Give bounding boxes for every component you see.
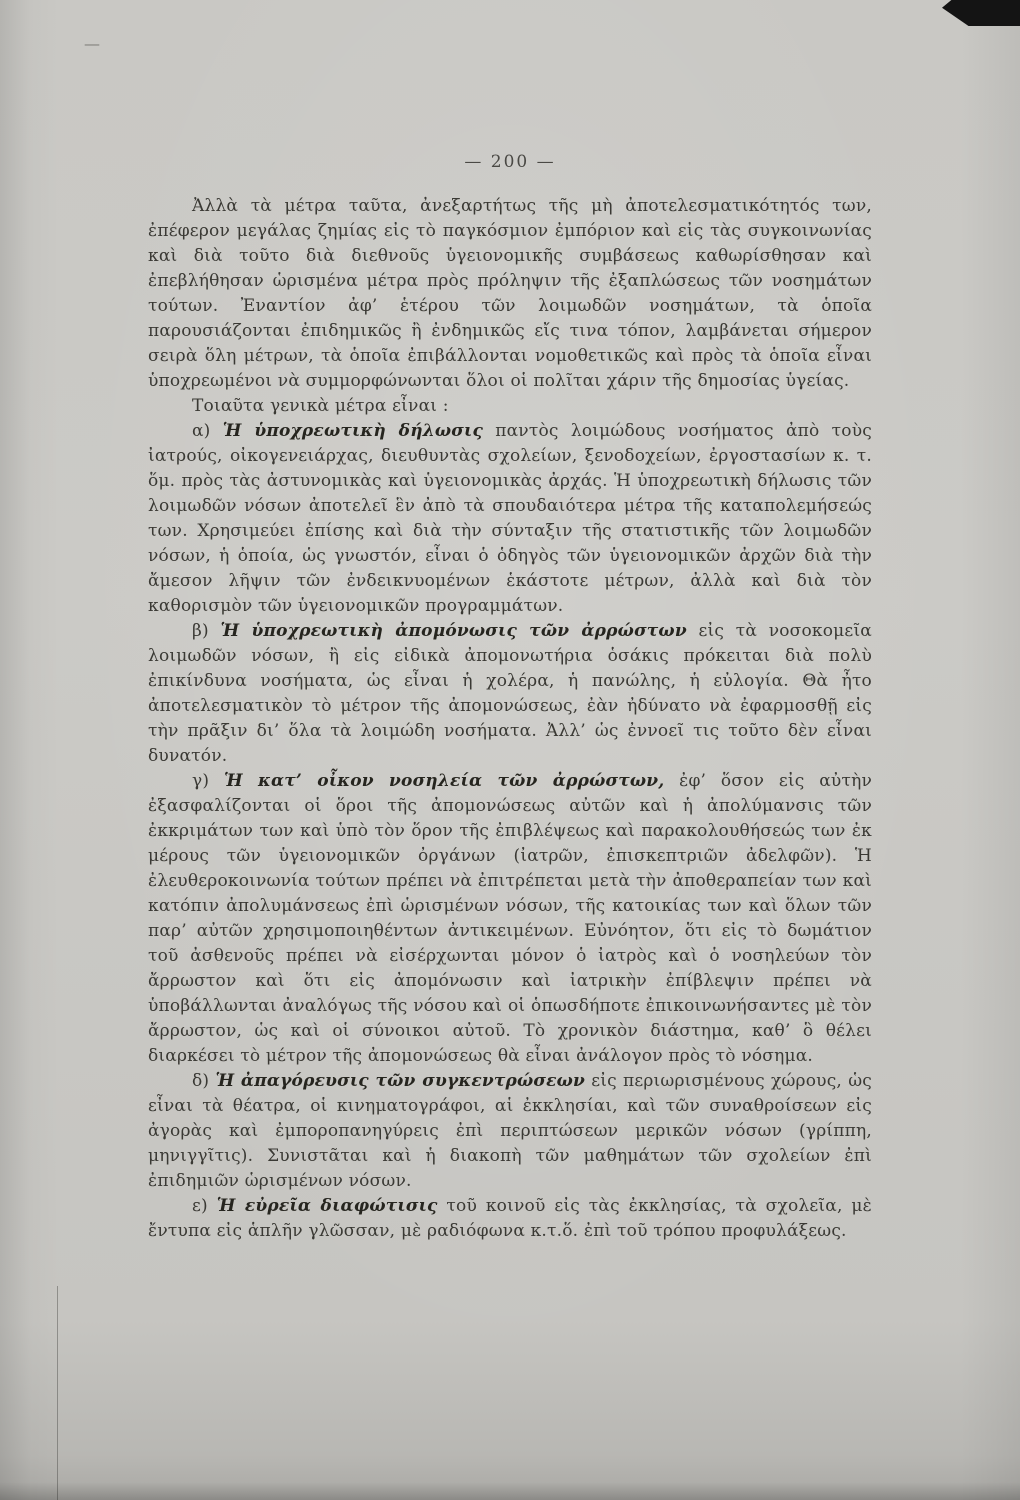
- bold-lead-run: Ἡ κατ’ οἶκον νοσηλεία τῶν ἀρρώστων,: [223, 771, 665, 791]
- text-run: ε): [192, 1196, 217, 1216]
- bold-lead-run: Ἡ ὑποχρεωτικὴ δήλωσις: [222, 421, 483, 441]
- page-number: — 200 —: [464, 152, 556, 172]
- paragraph-6: [148, 1069, 872, 1194]
- paragraph-4: [148, 619, 872, 769]
- text-run: τοῦ κοινοῦ εἰς τὰς ἐκκλησίας, τὰ σχολεῖα, μὲ ἔντυπα εἰς ἁπλῆν γλῶσσαν, μὲ ραδιόφωνα κ.τ.ὅ. ἐπὶ τοῦ τρόπου προφυλάξεως.: [148, 1196, 872, 1241]
- text-run: εἰς περιωρισμένους χώρους, ὡς εἶναι τὰ θέατρα, οἱ κινηματογράφοι, αἱ ἐκκλησίαι, καὶ τῶν συναθροίσεων εἰς ἀγορὰς καὶ ἐμποροπανηγύρεις ἐπὶ περιπτώσεων μερικῶν νόσων (γρίππη, μηνιγγῖτις). Συνιστᾶται καὶ ἡ διακοπὴ τῶν μαθημάτων τῶν σχολείων ἐπὶ ἐπιδημιῶν ὡρισμένων νόσων.: [148, 1071, 872, 1191]
- paragraph-3: [148, 419, 872, 619]
- text-run: παντὸς λοιμώδους νοσήματος ἀπὸ τοὺς ἰατρούς, οἰκογενειάρχας, διευθυντὰς σχολείων, ξενοδοχείων, ἐργοστασίων κ. τ. ὅμ. πρὸς τὰς ἀστυνομικὰς καὶ ὑγειονομικὰς ἀρχάς. Ἡ ὑποχρεωτικὴ δήλωσις τῶν λοιμωδῶν νόσων ἀποτελεῖ ἓν ἀπὸ τὰ σπουδαιότερα μέτρα τῆς καταπολεμήσεώς των. Χρησιμεύει ἐπίσης καὶ διὰ τὴν σύνταξιν τῆς στατιστικῆς τῶν λοιμωδῶν νόσων, ἡ ὁποία, ὡς γνωστόν, εἶναι ὁ ὁδηγὸς τῶν ὑγειονομικῶν ἀρχῶν διὰ τὴν ἄμεσον λῆψιν τῶν ἐνδεικνυομένων ἑκάστοτε μέτρων, ἀλλὰ καὶ διὰ τὸν καθορισμὸν τῶν ὑγειονομικῶν προγραμμάτων.: [148, 421, 872, 616]
- text-run: Ἀλλὰ τὰ μέτρα ταῦτα, ἀνεξαρτήτως τῆς μὴ ἀποτελεσματικότητός των, ἐπέφερον μεγάλας ζημίας εἰς τὸ παγκόσμιον ἐμπόριον καὶ εἰς τὰς συγκοινωνίας καὶ διὰ τοῦτο διὰ διεθνοῦς ὑγειονομικῆς συμβάσεως καθωρίσθησαν καὶ ἐπεβλήθησαν ὡρισμένα μέτρα πρὸς πρόληψιν τῆς ἐξαπλώσεως τῶν νοσημάτων τούτων. Ἐναντίον ἀφ’ ἑτέρου τῶν λοιμωδῶν νοσημάτων, τὰ ὁποῖα παρουσιάζονται ἐπιδημικῶς ἢ ἐνδημικῶς εἴς τινα τόπον, λαμβάνεται σήμερον σειρὰ ὅλη μέτρων, τὰ ὁποῖα ἐπιβάλλονται νομοθετικῶς καὶ πρὸς τὰ ὁποῖα εἶναι ὑποχρεωμένοι νὰ συμμορφώνωνται ὅλοι οἱ πολῖται χάριν τῆς δημοσίας ὑγείας.: [148, 196, 872, 391]
- text-run: Τοιαῦτα γενικὰ μέτρα εἶναι :: [192, 396, 449, 416]
- bold-lead-run: Ἡ εὐρεῖα διαφώτισις: [216, 1196, 438, 1216]
- margin-dash: —: [84, 34, 100, 53]
- text-run: εἰς τὰ νοσοκομεῖα λοιμωδῶν νόσων, ἢ εἰς εἰδικὰ ἀπομονωτήρια ὁσάκις πρόκειται διὰ πολὺ ἐπικίνδυνα νοσήματα, ὡς εἶναι ἡ χολέρα, ἡ πανώλης, ἡ εὐλογία. Θὰ ἦτο ἀποτελεσματικὸν τὸ μέτρον τῆς ἀπομονώσεως, ἐὰν ἠδύνατο νὰ ἐφαρμοσθῇ εἰς τὴν πρᾶξιν δι’ ὅλα τὰ λοιμώδη νοσήματα. Ἀλλ’ ὡς ἐννοεῖ τις τοῦτο δὲν εἶναι δυνατόν.: [148, 621, 872, 766]
- text-run: β): [192, 621, 221, 641]
- paragraph-2: [148, 394, 872, 419]
- text-run: δ): [192, 1071, 216, 1091]
- page-edge-line: [57, 1286, 58, 1500]
- text-run: γ): [192, 771, 224, 791]
- bold-lead-run: Ἡ ἀπαγόρευσις τῶν συγκεντρώσεων: [215, 1071, 586, 1091]
- page-bottom-shadow: [0, 1482, 1020, 1500]
- page-corner-mark: [942, 0, 1020, 26]
- bold-lead-run: Ἡ ὑποχρεωτικὴ ἀπομόνωσις τῶν ἀρρώστων: [220, 621, 687, 641]
- page-body: [148, 194, 872, 1244]
- paragraph-1: [148, 194, 872, 394]
- text-run: ἐφ’ ὅσον εἰς αὐτὴν ἐξασφαλίζονται οἱ ὅροι τῆς ἀπομονώσεως αὐτῶν καὶ ἡ ἀπολύμανσις τῶν ἐκκριμάτων των καὶ ὑπὸ τὸν ὅρον τῆς ἐπιβλέψεως καὶ παρακολουθήσεώς των ἐκ μέρους τῶν ὑγειονομικῶν ὀργάνων (ἰατρῶν, ἐπισκεπτριῶν ἀδελφῶν). Ἡ ἐλευθεροκοινωνία τούτων πρέπει νὰ ἐπιτρέπεται μετὰ τὴν ἀποθεραπείαν των καὶ κατόπιν ἀπολυμάνσεως ἐπὶ ὡρισμένων νόσων, τῆς κατοικίας των καὶ ὅλων τῶν παρ’ αὐτῶν χρησιμοποιηθέντων ἀντικειμένων. Εὐνόητον, ὅτι εἰς τὸ δωμάτιον τοῦ ἀσθενοῦς πρέπει νὰ εἰσέρχωνται μόνον ὁ ἰατρὸς καὶ ὁ νοσηλεύων τὸν ἄρρωστον καὶ ὅτι εἰς ἀπομόνωσιν καὶ ἰατρικὴν ἐπίβλεψιν πρέπει νὰ ὑποβάλλωνται ἀναλόγως τῆς νόσου καὶ οἱ ὁπωσδήποτε ἐπικοινωνήσαντες μὲ τὸν ἄρρωστον, ὡς καὶ οἱ σύνοικοι αὐτοῦ. Τὸ χρονικὸν διάστημα, καθ’ ὃ θέλει διαρκέσει τὸ μέτρον τῆς ἀπομονώσεως θὰ εἶναι ἀνάλογον πρὸς τὸ νόσημα.: [148, 771, 872, 1066]
- text-run: α): [192, 421, 223, 441]
- paragraph-5: [148, 769, 872, 1069]
- paragraph-7: [148, 1194, 872, 1244]
